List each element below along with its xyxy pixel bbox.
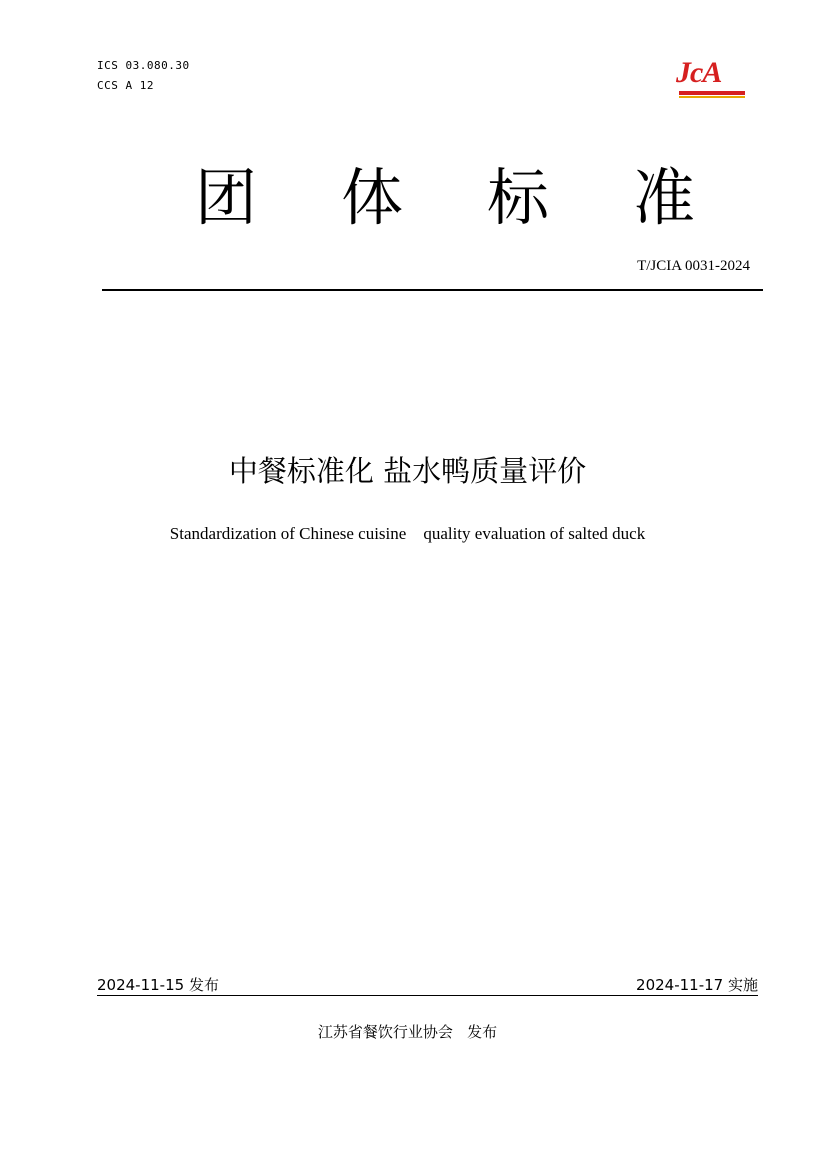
publisher: 江苏省餐饮行业协会 发布 (317, 1023, 498, 1041)
title-char: 体 (341, 161, 404, 234)
document-type-title (195, 162, 695, 234)
issue-date: 2024-11-15 发布 (97, 976, 219, 994)
effective-date: 2024-11-17 实施 (636, 976, 758, 994)
header-divider (102, 289, 763, 291)
ccs-code: CCS A 12 (97, 79, 154, 92)
chinese-title: 中餐标准化 盐水鸭质量评价 (228, 454, 587, 488)
logo-stripe-gold (679, 96, 745, 98)
footer-divider (97, 995, 758, 996)
jcia-logo (676, 56, 754, 102)
standard-number: T/JCIA 0031-2024 (637, 258, 750, 274)
logo-stripe-red (679, 91, 745, 95)
classification-codes (97, 56, 190, 96)
title-char: 标 (487, 161, 550, 234)
dates-row (97, 975, 758, 995)
english-title: Standardization of Chinese cuisine quality evaluation of salted duck (169, 524, 646, 543)
title-char: 准 (633, 161, 696, 234)
title-char: 团 (195, 161, 258, 234)
logo-text: JcA (676, 56, 722, 89)
ics-code: ICS 03.080.30 (97, 59, 190, 72)
